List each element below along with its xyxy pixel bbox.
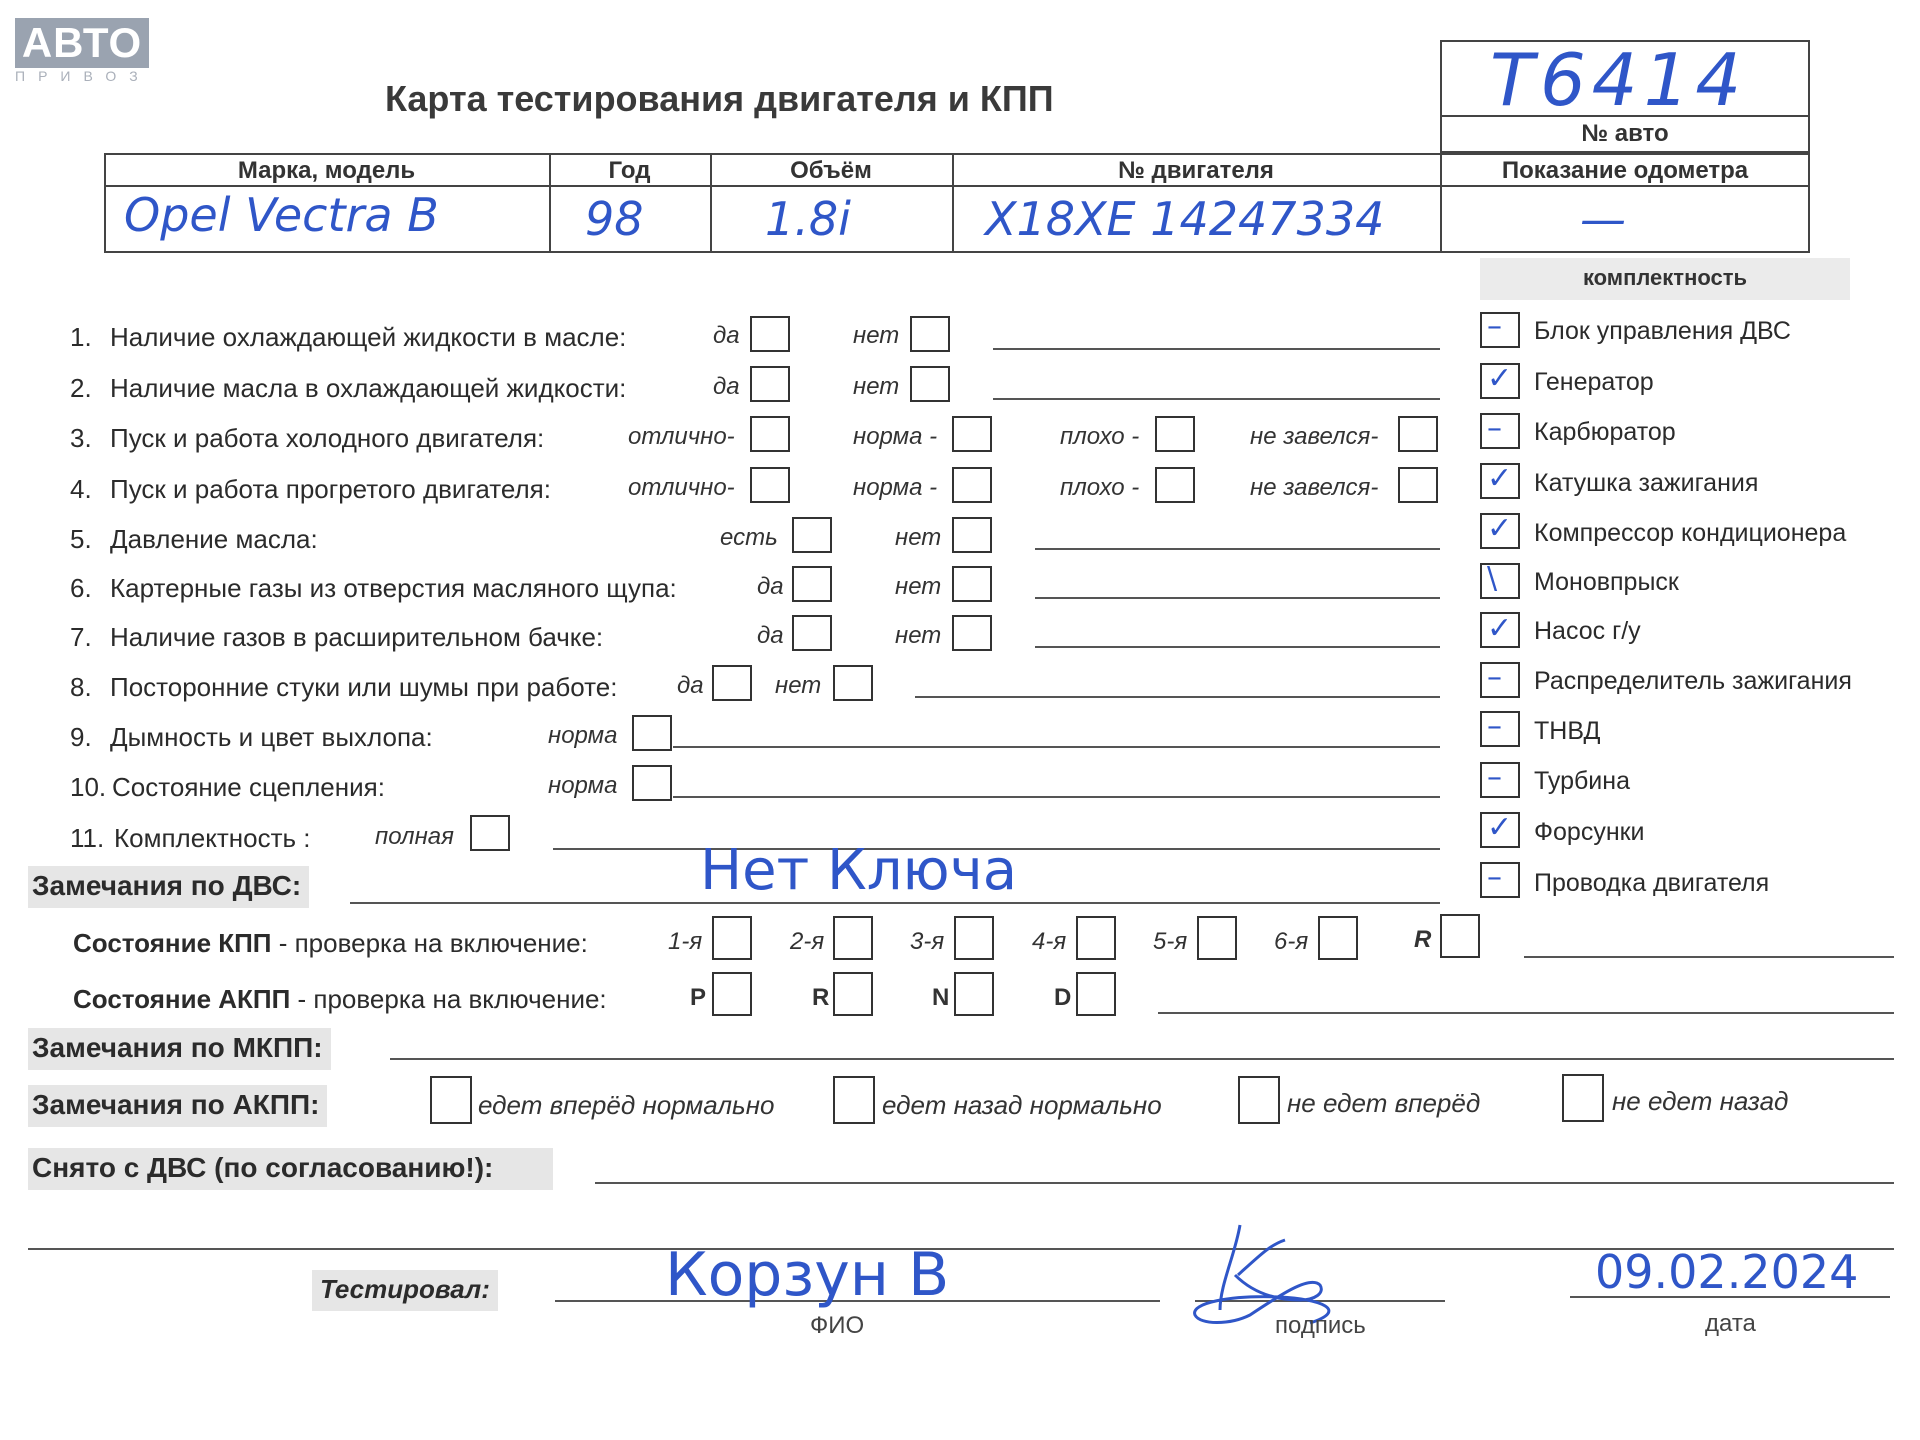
row-1-label: Наличие охлаждающей жидкости в масле: (110, 322, 627, 352)
row-1-number: 1. (70, 322, 92, 352)
remarks-mkpp-line[interactable] (390, 1058, 1894, 1060)
compl-label-5: Компрессор кондиционера (1534, 519, 1847, 547)
kpp-gear-6-label: 6-я (1274, 928, 1309, 955)
row-1-opt-yes: да (713, 322, 740, 349)
tested-fio-caption: ФИО (810, 1312, 865, 1339)
row-3-opt-normal: норма - (853, 423, 938, 450)
header-value-odometer: — (1580, 192, 1626, 246)
kpp-gear-6-checkbox[interactable] (1318, 916, 1358, 960)
compl-mark-9: – (1487, 709, 1502, 744)
header-value-year: 98 (585, 192, 644, 246)
row-4-number: 4. (70, 474, 92, 504)
row-2-label: Наличие масла в охлаждающей жидкости: (110, 373, 627, 403)
akpp-label (73, 984, 607, 1015)
tested-date-caption: дата (1705, 1310, 1756, 1337)
logo-sub-text: ПРИВОЗ (15, 68, 151, 84)
kpp-gear-4-checkbox[interactable] (1076, 916, 1116, 960)
akpp-forward-ok-checkbox[interactable] (430, 1076, 472, 1124)
page-title: Карта тестирования двигателя и КПП (385, 78, 1054, 119)
kpp-gear-5-checkbox[interactable] (1197, 916, 1237, 960)
row-2-opt-no: нет (853, 373, 900, 400)
row-11-full-checkbox[interactable] (470, 815, 510, 851)
row-4-opt-excellent: отлично- (628, 474, 735, 501)
kpp-notes-line[interactable] (1524, 956, 1894, 958)
row-3-number: 3. (70, 423, 92, 453)
kpp-gear-4-label: 4-я (1032, 928, 1067, 955)
row-8-yes-checkbox[interactable] (712, 665, 752, 701)
compl-label-11: Форсунки (1534, 818, 1645, 846)
row-4-bad-checkbox[interactable] (1155, 467, 1195, 503)
row-3-nostart-checkbox[interactable] (1398, 416, 1438, 452)
compl-mark-6: \ (1487, 561, 1498, 596)
row-4-label: Пуск и работа прогретого двигателя: (110, 474, 551, 504)
row-8-notes-line[interactable] (915, 696, 1440, 698)
akpp-r-checkbox[interactable] (833, 972, 873, 1016)
akpp-d-checkbox[interactable] (1076, 972, 1116, 1016)
compl-label-1: Блок управления ДВС (1534, 317, 1791, 345)
compl-mark-10: – (1487, 760, 1502, 795)
remarks-mkpp-label: Замечания по МКПП: (28, 1028, 331, 1070)
akpp-label-rest: - проверка на включение: (290, 984, 607, 1014)
row-1-opt-no: нет (853, 322, 900, 349)
row-11-label: Комплектность : (114, 823, 311, 853)
kpp-gear-3-label: 3-я (910, 928, 945, 955)
row-6-number: 6. (70, 573, 92, 603)
row-7-label: Наличие газов в расширительном бачке: (110, 622, 604, 652)
row-5-opt-absent: нет (895, 524, 942, 551)
row-10-label: Состояние сцепления: (112, 772, 385, 802)
akpp-no-reverse-label: не едет назад (1612, 1086, 1789, 1116)
row-5-present-checkbox[interactable] (792, 517, 832, 553)
completeness-title: комплектность (1582, 265, 1748, 290)
remarks-akpp-label: Замечания по АКПП: (28, 1085, 327, 1127)
row-7-notes-line[interactable] (1035, 646, 1440, 648)
remarks-dvs-value: Нет Ключа (700, 838, 1018, 903)
row-3-normal-checkbox[interactable] (952, 416, 992, 452)
kpp-gear-3-checkbox[interactable] (954, 916, 994, 960)
row-10-notes-line[interactable] (673, 796, 1440, 798)
compl-mark-12: – (1487, 860, 1502, 895)
auto-number-label: № авто (1581, 120, 1669, 147)
row-4-excellent-checkbox[interactable] (750, 467, 790, 503)
row-2-yes-checkbox[interactable] (750, 366, 790, 402)
compl-mark-3: – (1487, 411, 1502, 446)
compl-label-4: Катушка зажигания (1534, 469, 1759, 497)
row-4-opt-bad: плохо - (1060, 474, 1140, 501)
removed-label: Снято с ДВС (по согласованию!): (28, 1148, 553, 1190)
akpp-reverse-ok-checkbox[interactable] (833, 1076, 875, 1124)
row-6-opt-yes: да (757, 573, 784, 600)
row-11-number: 11. (70, 823, 105, 853)
row-2-number: 2. (70, 373, 92, 403)
akpp-no-reverse-checkbox[interactable] (1562, 1074, 1604, 1122)
row-7-opt-yes: да (757, 622, 784, 649)
akpp-forward-ok-label: едет вперёд нормально (478, 1090, 775, 1120)
header-col-year: Год (608, 157, 651, 184)
row-4-opt-nostart: не завелся- (1250, 474, 1379, 501)
kpp-label-rest: - проверка на включение: (271, 928, 588, 958)
row-11-opt-full: полная (375, 823, 454, 850)
row-8-opt-yes: да (677, 672, 704, 699)
row-10-number: 10. (70, 772, 107, 802)
auto-number-value: T6414 (1490, 38, 1748, 122)
header-col-volume: Объём (790, 157, 872, 184)
kpp-gear-2-label: 2-я (790, 928, 825, 955)
kpp-gear-2-checkbox[interactable] (833, 916, 873, 960)
akpp-r-label: R (812, 984, 830, 1011)
akpp-n-checkbox[interactable] (954, 972, 994, 1016)
akpp-d-label: D (1054, 984, 1072, 1011)
compl-mark-8: – (1487, 660, 1502, 695)
row-5-notes-line[interactable] (1035, 548, 1440, 550)
akpp-n-label: N (932, 984, 950, 1011)
removed-line[interactable] (595, 1182, 1894, 1184)
row-9-opt-normal: норма (548, 722, 618, 749)
row-9-label: Дымность и цвет выхлопа: (110, 722, 433, 752)
compl-label-12: Проводка двигателя (1534, 869, 1770, 897)
row-1-yes-checkbox[interactable] (750, 316, 790, 352)
tested-signature-caption: подпись (1275, 1312, 1366, 1339)
logo-main-text: АВТО (21, 19, 143, 66)
row-3-opt-nostart: не завелся- (1250, 423, 1379, 450)
tested-date-value: 09.02.2024 (1595, 1245, 1859, 1299)
akpp-no-forward-checkbox[interactable] (1238, 1076, 1280, 1124)
header-col-odometer: Показание одометра (1501, 157, 1749, 184)
row-4-opt-normal: норма - (853, 474, 938, 501)
akpp-reverse-ok-label: едет назад нормально (882, 1090, 1162, 1120)
row-7-number: 7. (70, 622, 92, 652)
akpp-p-checkbox[interactable] (712, 972, 752, 1016)
akpp-notes-line[interactable] (1158, 1012, 1894, 1014)
row-4-normal-checkbox[interactable] (952, 467, 992, 503)
row-5-absent-checkbox[interactable] (952, 517, 992, 553)
row-6-label: Картерные газы из отверстия масляного щупа: (110, 573, 677, 603)
compl-mark-1: – (1487, 309, 1502, 344)
row-2-opt-yes: да (713, 373, 740, 400)
kpp-gear-r-checkbox[interactable] (1440, 914, 1480, 958)
row-2-no-checkbox[interactable] (910, 366, 950, 402)
row-4-nostart-checkbox[interactable] (1398, 467, 1438, 503)
compl-mark-5: ✓ (1487, 511, 1513, 546)
compl-mark-4: ✓ (1487, 461, 1513, 496)
akpp-label-bold: Состояние АКПП (73, 984, 291, 1014)
compl-mark-11: ✓ (1487, 810, 1513, 845)
row-7-yes-checkbox[interactable] (792, 615, 832, 651)
kpp-gear-1-checkbox[interactable] (712, 916, 752, 960)
tested-label: Тестировал: (312, 1270, 498, 1311)
header-value-engine-no: X18XE 14247334 (985, 192, 1385, 246)
compl-label-8: Распределитель зажигания (1534, 667, 1852, 695)
header-value-volume: 1.8i (765, 192, 851, 246)
row-6-no-checkbox[interactable] (952, 566, 992, 602)
row-9-notes-line[interactable] (673, 746, 1440, 748)
row-10-normal-checkbox[interactable] (632, 765, 672, 801)
compl-label-3: Карбюратор (1534, 418, 1676, 446)
akpp-p-label: P (690, 984, 707, 1011)
kpp-gear-5-label: 5-я (1153, 928, 1188, 955)
compl-label-10: Турбина (1534, 767, 1630, 795)
row-3-opt-bad: плохо - (1060, 423, 1140, 450)
kpp-label-bold: Состояние КПП (73, 928, 272, 958)
row-8-label: Посторонние стуки или шумы при работе: (110, 672, 618, 702)
compl-mark-2: ✓ (1487, 361, 1513, 396)
row-3-label: Пуск и работа холодного двигателя: (110, 423, 545, 453)
kpp-gear-1-label: 1-я (668, 928, 703, 955)
row-3-excellent-checkbox[interactable] (750, 416, 790, 452)
row-6-opt-no: нет (895, 573, 942, 600)
akpp-no-forward-label: не едет вперёд (1287, 1088, 1481, 1118)
tested-name-value: Корзун В (665, 1240, 950, 1310)
row-9-normal-checkbox[interactable] (632, 715, 672, 751)
compl-label-6: Моновпрыск (1534, 568, 1679, 596)
kpp-gear-r-label: R (1414, 926, 1432, 953)
row-8-number: 8. (70, 672, 92, 702)
kpp-label (73, 928, 588, 959)
row-9-number: 9. (70, 722, 92, 752)
row-10-opt-normal: норма (548, 772, 618, 799)
row-6-notes-line[interactable] (1035, 597, 1440, 599)
row-1-no-checkbox[interactable] (910, 316, 950, 352)
compl-label-2: Генератор (1534, 368, 1654, 396)
row-7-opt-no: нет (895, 622, 942, 649)
row-8-opt-no: нет (775, 672, 822, 699)
remarks-dvs-label: Замечания по ДВС: (28, 866, 309, 908)
row-5-number: 5. (70, 524, 92, 554)
row-2-notes-line[interactable] (993, 398, 1440, 400)
header-col-engine-no: № двигателя (1118, 157, 1274, 184)
row-6-yes-checkbox[interactable] (792, 566, 832, 602)
row-7-no-checkbox[interactable] (952, 615, 992, 651)
row-3-bad-checkbox[interactable] (1155, 416, 1195, 452)
header-col-model: Марка, модель (237, 157, 416, 184)
row-3-opt-excellent: отлично- (628, 423, 735, 450)
header-value-model: Opel Vectra B (124, 188, 439, 242)
row-1-notes-line[interactable] (993, 348, 1440, 350)
row-5-label: Давление масла: (110, 524, 318, 554)
compl-label-7: Насос г/у (1534, 617, 1641, 645)
compl-mark-7: ✓ (1487, 611, 1513, 646)
row-8-no-checkbox[interactable] (833, 665, 873, 701)
compl-box-6[interactable] (1480, 563, 1520, 599)
row-5-opt-present: есть (720, 524, 778, 551)
compl-label-9: ТНВД (1534, 717, 1601, 745)
